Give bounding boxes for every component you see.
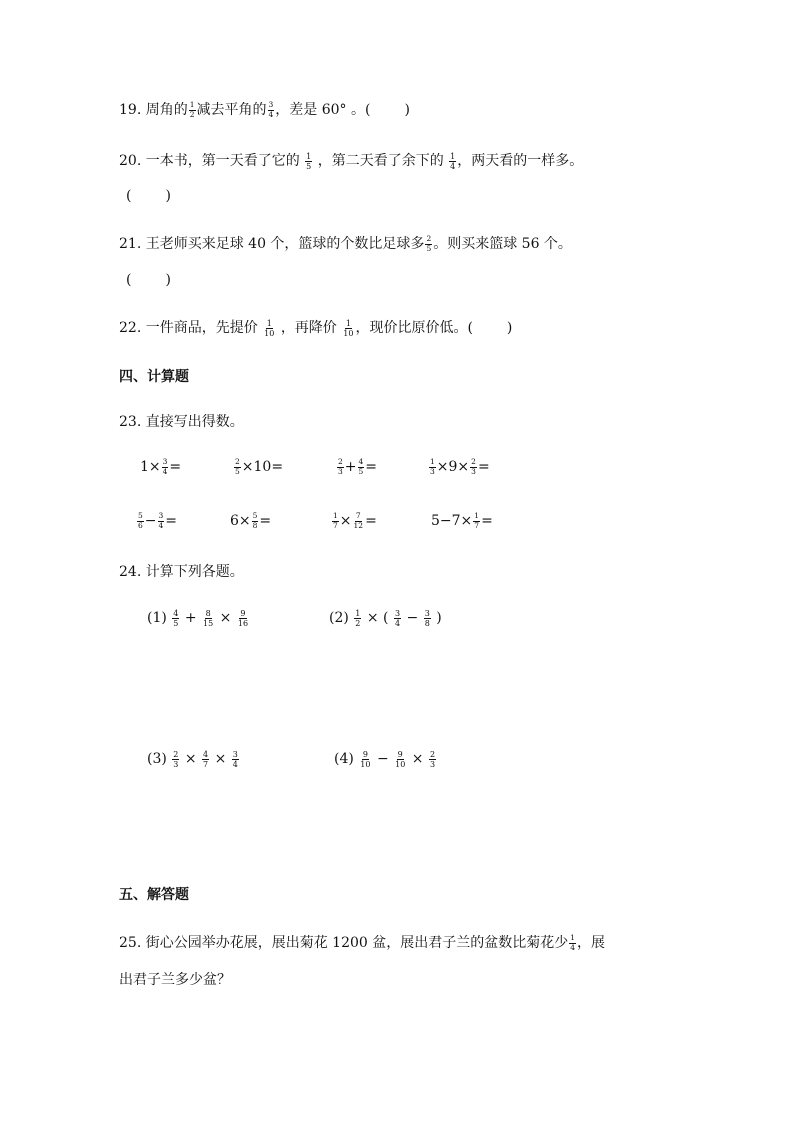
denominator: 4 <box>162 466 168 476</box>
problem-label: (2) <box>329 610 349 626</box>
fraction <box>473 512 480 530</box>
denominator: 7 <box>333 520 338 530</box>
text: ) <box>165 272 171 288</box>
question-25-cont: 出君子兰多少盆？ <box>119 972 231 988</box>
text: × <box>411 751 424 767</box>
denominator: 2 <box>355 618 361 628</box>
denominator: 8 <box>252 520 258 530</box>
text: ) <box>506 320 513 336</box>
numerator: 3 <box>162 457 168 466</box>
numerator: 2 <box>235 457 240 466</box>
fraction <box>424 609 431 628</box>
denominator: 16 <box>237 618 249 628</box>
text: 一件商品，先提价 <box>145 320 258 336</box>
denominator: 10 <box>360 759 371 769</box>
denominator: 3 <box>429 759 436 769</box>
text: 周角的 <box>145 102 188 118</box>
fraction <box>263 319 275 338</box>
fraction <box>569 934 576 952</box>
fraction <box>237 609 249 628</box>
calc-item <box>140 457 181 477</box>
text: × <box>339 513 352 529</box>
text: = <box>477 459 490 475</box>
calc-item <box>230 511 271 531</box>
numerator: 1 <box>345 318 351 328</box>
question-number: 20. <box>119 153 142 169</box>
question-24 <box>119 562 244 582</box>
text: 5−7× <box>431 513 473 529</box>
numerator: 1 <box>450 151 456 161</box>
text: ，再降价 <box>280 320 337 336</box>
fraction <box>234 458 241 476</box>
fraction <box>394 750 406 769</box>
numerator: 9 <box>240 608 246 618</box>
calc-problem-1 <box>147 608 250 628</box>
calc-problem-3 <box>147 749 240 769</box>
text: 一本书，第一天看了它的 <box>145 153 300 169</box>
denominator: 3 <box>430 466 435 476</box>
denominator: 6 <box>138 520 143 530</box>
numerator: 1 <box>474 511 480 520</box>
question-number: 25. <box>119 935 142 951</box>
answer-parens-20[interactable] <box>126 186 171 206</box>
numerator: 9 <box>362 749 368 759</box>
text: + <box>184 610 197 626</box>
denominator: 7 <box>203 759 209 769</box>
text: = <box>169 459 182 475</box>
text: ，展 <box>577 935 606 951</box>
fraction <box>449 152 456 171</box>
text: = <box>165 513 178 529</box>
numerator: 2 <box>426 234 432 243</box>
fraction <box>342 319 354 338</box>
fraction <box>359 750 371 769</box>
text: × <box>184 751 197 767</box>
text: ) <box>436 610 442 626</box>
fraction <box>202 750 209 769</box>
text: − <box>144 513 157 529</box>
text: 减去平角的 <box>196 102 267 118</box>
denominator: 4 <box>394 618 401 628</box>
question-number: 19. <box>119 102 142 118</box>
denominator: 3 <box>173 759 179 769</box>
denominator: 15 <box>203 618 214 628</box>
text: 1× <box>140 459 161 475</box>
question-21 <box>119 234 572 254</box>
text: ( <box>126 188 132 204</box>
text: 。则买来篮球 56 个。 <box>433 236 572 252</box>
text: ) <box>165 188 171 204</box>
question-number: 22. <box>119 320 142 336</box>
fraction <box>189 101 196 119</box>
denominator: 4 <box>570 942 576 952</box>
problem-label: (1) <box>147 610 167 626</box>
numerator: 1 <box>570 933 576 942</box>
denominator: 5 <box>358 466 364 476</box>
calc-item <box>428 457 490 477</box>
question-25 <box>119 933 605 953</box>
answer-parens-21[interactable] <box>126 270 171 290</box>
denominator: 5 <box>306 161 312 171</box>
fraction <box>172 750 179 769</box>
numerator: 2 <box>471 457 476 466</box>
text: − <box>406 610 419 626</box>
fraction <box>358 458 365 476</box>
fraction <box>337 458 344 476</box>
denominator: 5 <box>235 466 240 476</box>
text: = <box>259 513 272 529</box>
fraction <box>332 512 339 530</box>
text: × <box>219 610 232 626</box>
fraction <box>162 458 169 476</box>
numerator: 7 <box>355 511 361 520</box>
denominator: 12 <box>353 520 364 530</box>
numerator: 1 <box>306 151 312 161</box>
numerator: 3 <box>158 511 164 520</box>
text: + <box>344 459 357 475</box>
denominator: 10 <box>264 328 275 338</box>
denominator: 4 <box>450 161 456 171</box>
numerator: 4 <box>203 749 209 759</box>
numerator: 1 <box>355 608 361 618</box>
denominator: 4 <box>232 759 238 769</box>
denominator: 5 <box>426 243 432 253</box>
fraction <box>202 609 214 628</box>
fraction <box>137 512 144 530</box>
calc-problem-2 <box>329 608 442 628</box>
text: 王老师买来足球 40 个，篮球的个数比足球多 <box>145 236 425 252</box>
fraction <box>232 750 239 769</box>
numerator: 5 <box>138 511 143 520</box>
denominator: 10 <box>395 759 406 769</box>
denominator: 5 <box>173 618 179 628</box>
numerator: 2 <box>338 457 343 466</box>
numerator: 2 <box>173 749 179 759</box>
numerator: 3 <box>268 100 274 109</box>
text: 街心公园举办花展，展出菊花 1200 盆，展出君子兰的盆数比菊花少 <box>145 935 569 951</box>
question-20 <box>119 151 583 171</box>
denominator: 3 <box>338 466 343 476</box>
text: × <box>214 751 227 767</box>
calc-item <box>136 511 177 531</box>
fraction <box>158 512 165 530</box>
denominator: 7 <box>474 520 480 530</box>
calc-problem-4 <box>334 749 437 769</box>
denominator: 3 <box>471 466 476 476</box>
fraction <box>305 152 312 171</box>
calc-item <box>431 511 493 531</box>
numerator: 1 <box>430 457 435 466</box>
problem-label: (3) <box>147 751 167 767</box>
denominator: 2 <box>189 109 195 119</box>
fraction <box>268 101 275 119</box>
numerator: 2 <box>429 749 436 759</box>
calc-item <box>233 457 283 477</box>
text: ，现价比原价低。( <box>355 320 473 336</box>
fraction <box>252 512 259 530</box>
numerator: 3 <box>424 608 430 618</box>
denominator: 10 <box>343 328 354 338</box>
question-number: 21. <box>119 236 142 252</box>
calc-item <box>331 511 377 531</box>
fraction <box>353 512 365 530</box>
text: = <box>365 459 378 475</box>
denominator: 4 <box>158 520 164 530</box>
question-22 <box>119 318 512 338</box>
question-number: 23. <box>119 414 142 430</box>
numerator: 5 <box>252 511 258 520</box>
numerator: 4 <box>173 608 179 618</box>
fraction <box>429 750 436 769</box>
text: 直接写出得数。 <box>145 414 244 430</box>
text: = <box>365 513 377 529</box>
text: 计算下列各题。 <box>145 564 244 580</box>
fraction <box>425 235 432 253</box>
section-heading-calc: 四、计算题 <box>119 369 189 385</box>
question-19 <box>119 100 410 120</box>
numerator: 4 <box>358 457 364 466</box>
text: ，两天看的一样多。 <box>457 153 584 169</box>
text: = <box>481 513 493 529</box>
numerator: 1 <box>266 318 272 328</box>
numerator: 1 <box>333 511 338 520</box>
numerator: 3 <box>232 749 238 759</box>
section-heading-answer: 五、解答题 <box>119 887 189 903</box>
text: ×9× <box>436 459 470 475</box>
text: × ( <box>366 610 389 626</box>
denominator: 4 <box>268 109 274 119</box>
numerator: 8 <box>205 608 211 618</box>
text: − <box>376 751 389 767</box>
fraction <box>470 458 477 476</box>
text: ，差是 60° 。( <box>275 102 371 118</box>
numerator: 9 <box>397 749 403 759</box>
fraction <box>354 609 361 628</box>
calc-item <box>336 457 377 477</box>
fraction <box>394 609 401 628</box>
numerator: 1 <box>189 100 195 109</box>
fraction <box>429 458 436 476</box>
text: ) <box>404 102 410 118</box>
numerator: 3 <box>394 608 401 618</box>
text: ( <box>126 272 132 288</box>
text: ×10= <box>241 459 284 475</box>
question-number: 24. <box>119 564 142 580</box>
text: ，第二天看了余下的 <box>317 153 444 169</box>
fraction <box>172 609 179 628</box>
question-23 <box>119 412 244 432</box>
denominator: 8 <box>424 618 430 628</box>
text: 6× <box>230 513 251 529</box>
problem-label: (4) <box>334 751 354 767</box>
